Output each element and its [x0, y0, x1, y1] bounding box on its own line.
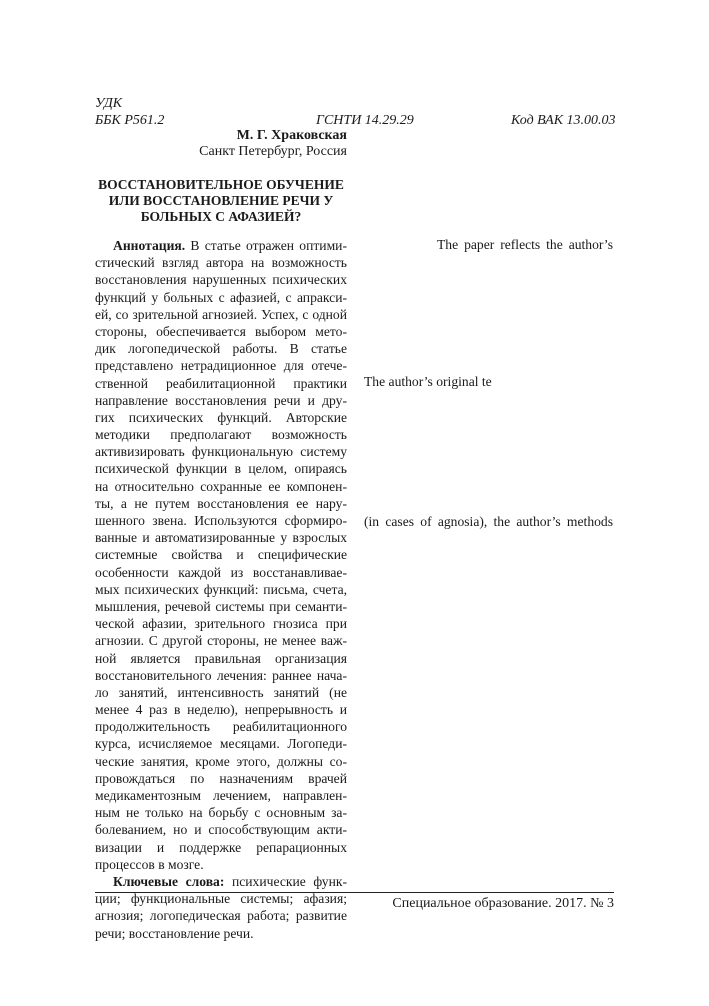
abstract-line: восстановительного лечения: раннее нача- [95, 667, 347, 683]
abstract-line: ным не только на борьбу с основным за- [95, 805, 347, 821]
abstract-line: медикаментозным лечением, направлен- [95, 788, 347, 803]
abstract-line: болеванием, но и способствующим акти- [95, 822, 347, 838]
abstract-line: шенного звена. Используются сформиро- [95, 513, 347, 528]
keywords-first-text: психические функ- [224, 873, 347, 889]
abstract-line: менее 4 раз в неделю), непрерывность и [95, 702, 347, 718]
abstract-line: ло занятий, интенсивность занятий (не [95, 684, 347, 700]
abstract-line: гих психических функций. Авторские [95, 409, 347, 425]
abstract-line: дик логопедической работы. В статье [95, 341, 347, 357]
abstract-line: визации и поддержке репарационных [95, 839, 347, 855]
udk-label: УДК [95, 96, 123, 111]
abstract-first-text: В статье отражен оптими- [185, 238, 347, 253]
abstract-line: ей, со зрительной агнозией. Успех, с одной [95, 306, 347, 322]
abstract-line: процессов в мозге. [95, 856, 204, 872]
abstract-line: активизировать функциональную систему [95, 444, 347, 460]
abstract-line: курса, исчисляемое месяцами. Логопеди- [95, 736, 347, 752]
abstract-line: методики предполагают возможность [95, 427, 347, 443]
abstract-line: агнозии. С другой стороны, не менее важ- [95, 633, 347, 649]
abstract-line: восстановления нарушенных психических [95, 272, 347, 288]
abstract-line: ной является правильная организация [95, 650, 347, 666]
gsnti-code: ГСНТИ 14.29.29 [316, 113, 414, 128]
keywords-first-line [95, 873, 347, 890]
abstract-line: представлено нетрадиционное для отече- [95, 358, 347, 374]
abstract-first-line [95, 237, 347, 254]
abstract-line: мышления, речевой системы при семанти- [95, 598, 347, 614]
abstract-line: ческие занятия, кроме этого, должны со- [95, 753, 347, 769]
english-abstract-line-1: The paper reflects the author’s [437, 237, 613, 252]
abstract-line: ванные и автоматизированные у взрослых [95, 530, 347, 546]
abstract-line: функций у больных с афазией, с апракси- [95, 289, 347, 305]
article-title: ВОССТАНОВИТЕЛЬНОЕ ОБУЧЕНИЕ ИЛИ ВОССТАНОВЛЕНИЕ РЕЧИ У БОЛЬНЫХ С АФАЗИЕЙ? [98, 177, 344, 224]
abstract-line: стороны, обеспечивается выбором мето- [95, 323, 347, 339]
english-abstract-line-2: The author’s original te [364, 374, 492, 389]
keywords-line: ции; функциональные системы; афазия; [95, 891, 347, 907]
author-name: М. Г. Храковская [236, 128, 347, 143]
journal-footer: Специальное образование. 2017. № 3 [392, 896, 614, 911]
keywords-line: речи; восстановление речи. [95, 925, 254, 941]
keywords-line: агнозия; логопедическая работа; развитие [95, 908, 347, 924]
abstract-label: Аннотация. [113, 238, 186, 253]
abstract-line: ственной реабилитационной практики [95, 375, 347, 391]
abstract-line: психической функции в целом, опираясь [95, 461, 347, 477]
abstract-block [95, 237, 347, 942]
abstract-line: системные свойства и специфические [95, 547, 347, 563]
english-abstract-line-3: (in cases of agnosia), the author’s methods [364, 514, 613, 529]
abstract-line: особенности каждой из восстанавливае- [95, 564, 347, 580]
footer-divider [95, 892, 614, 893]
keywords-label: Ключевые слова: [113, 873, 225, 889]
author-city: Санкт Петербург, Россия [199, 144, 347, 159]
abstract-line: ты, а не путем восстановления ее нару- [95, 495, 347, 511]
abstract-line: провождаться по назначениям врачей [95, 770, 347, 786]
vak-code: Код ВАК 13.00.03 [511, 113, 616, 128]
abstract-line: на относительно сохранные ее компонен- [95, 478, 347, 494]
bbk-code: ББК Р561.2 [95, 113, 165, 128]
abstract-line: ческой афазии, зрительного гнозиса при [95, 616, 347, 632]
abstract-line: направление восстановления речи и дру- [95, 392, 347, 408]
abstract-line: стический взгляд автора на возможность [95, 255, 347, 271]
abstract-line: мых психических функций: письма, счета, [95, 581, 347, 597]
abstract-line: продолжительность реабилитационного [95, 719, 347, 735]
